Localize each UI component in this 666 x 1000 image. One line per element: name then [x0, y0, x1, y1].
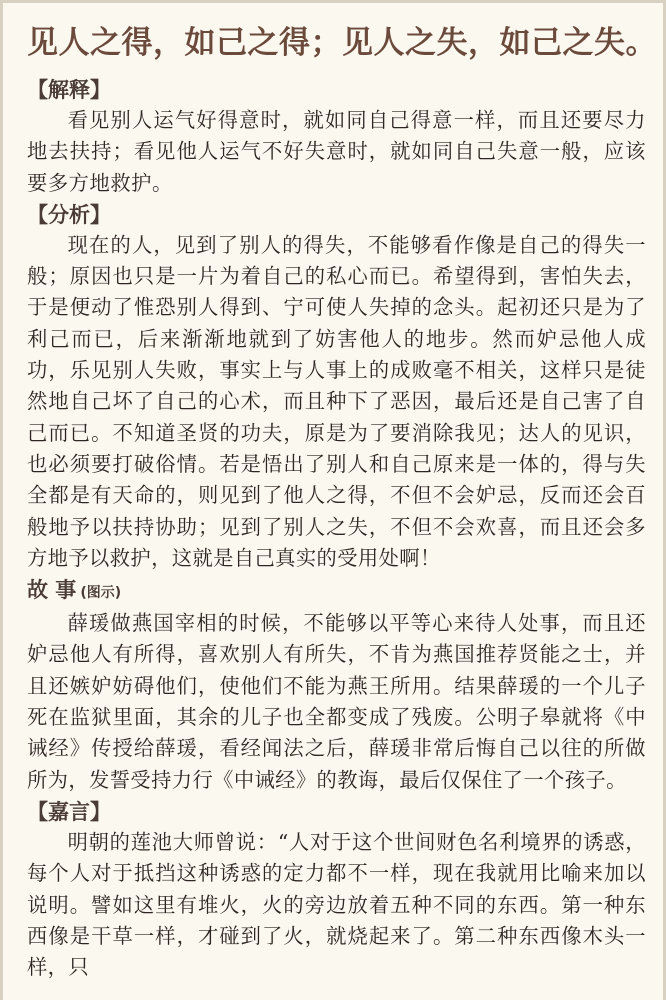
story-heading-note: (图示) [80, 585, 122, 602]
page-title: 见人之得，如己之得；见人之失，如己之失。 [27, 25, 657, 61]
quote-paragraph: 明朝的莲池大师曾说：“人对于这个世间财色名利境界的诱惑，每个人对于抵挡这种诱惑的定力都不一样，现在我就用比喻来加以说明。譬如这里有堆火，火的旁边放着五种不同的东西。第一种东西像是干草一样，才碰到了火，就烧起来了。第二种东西像木头一样，只 [27, 829, 646, 980]
story-heading-label: 故 事 [27, 578, 77, 603]
section-heading-explanation: 【解释】 [27, 78, 111, 102]
section-quote [27, 797, 646, 983]
section-heading-quote: 【嘉言】 [27, 799, 111, 824]
section-analysis [27, 200, 646, 574]
story-paragraph: 薛瑗做燕国宰相的时候，不能够以平等心来待人处事，而且还妒忌他人有所得，喜欢别人有所失，不肯为燕国推荐贤能之士，并且还嫉妒妨碍他们，使他们不能为燕王所用。结果薛瑗的一个儿子死在监狱里面，其余的儿子也全都变成了残废。公明子皋就将《中诫经》传授给薛瑗，看经闻法之后，薛瑗非常后悔自己以往的所做所为，发誓受持力行《中诫经》的教诲，最后仅保住了一个孩子。 [27, 611, 646, 792]
section-explanation [27, 75, 646, 199]
analysis-paragraph: 现在的人，见到了别人的得失，不能够看作像是自己的得失一般；原因也只是一片为着自己的私心而已。希望得到，害怕失去，于是便动了惟恐别人得到、宁可使人失掉的念头。起初还只是为了利己而已，后来渐渐地就到了妨害他人的地步。然而妒忌他人成功，乐见别人失败，事实上与人事上的成败毫不相关，这样只是徒然地自己坏了自己的心术，而且种下了恶因，最后还是自己害了自己而已。不知道圣贤的功夫，原是为了要消除我见；达人的见识，也必须要打破俗情。若是悟出了别人和自己原来是一体的，得与失全都是有天命的，则见到了他人之得，不但不会妒忌，反而还会百般地予以扶持协助；见到了别人之失，不但不会欢喜，而且还会多方地予以救护，这就是自己真实的受用处啊！ [27, 232, 646, 570]
section-heading-story [27, 575, 646, 608]
explanation-paragraph: 看见别人运气好得意时，就如同自己得意一样，而且还要尽力地去扶持；看见他人运气不好失意时，就如同自己失意一般，应该要多方地救护。 [27, 108, 646, 195]
section-story [27, 575, 646, 796]
section-heading-analysis: 【分析】 [27, 202, 111, 227]
